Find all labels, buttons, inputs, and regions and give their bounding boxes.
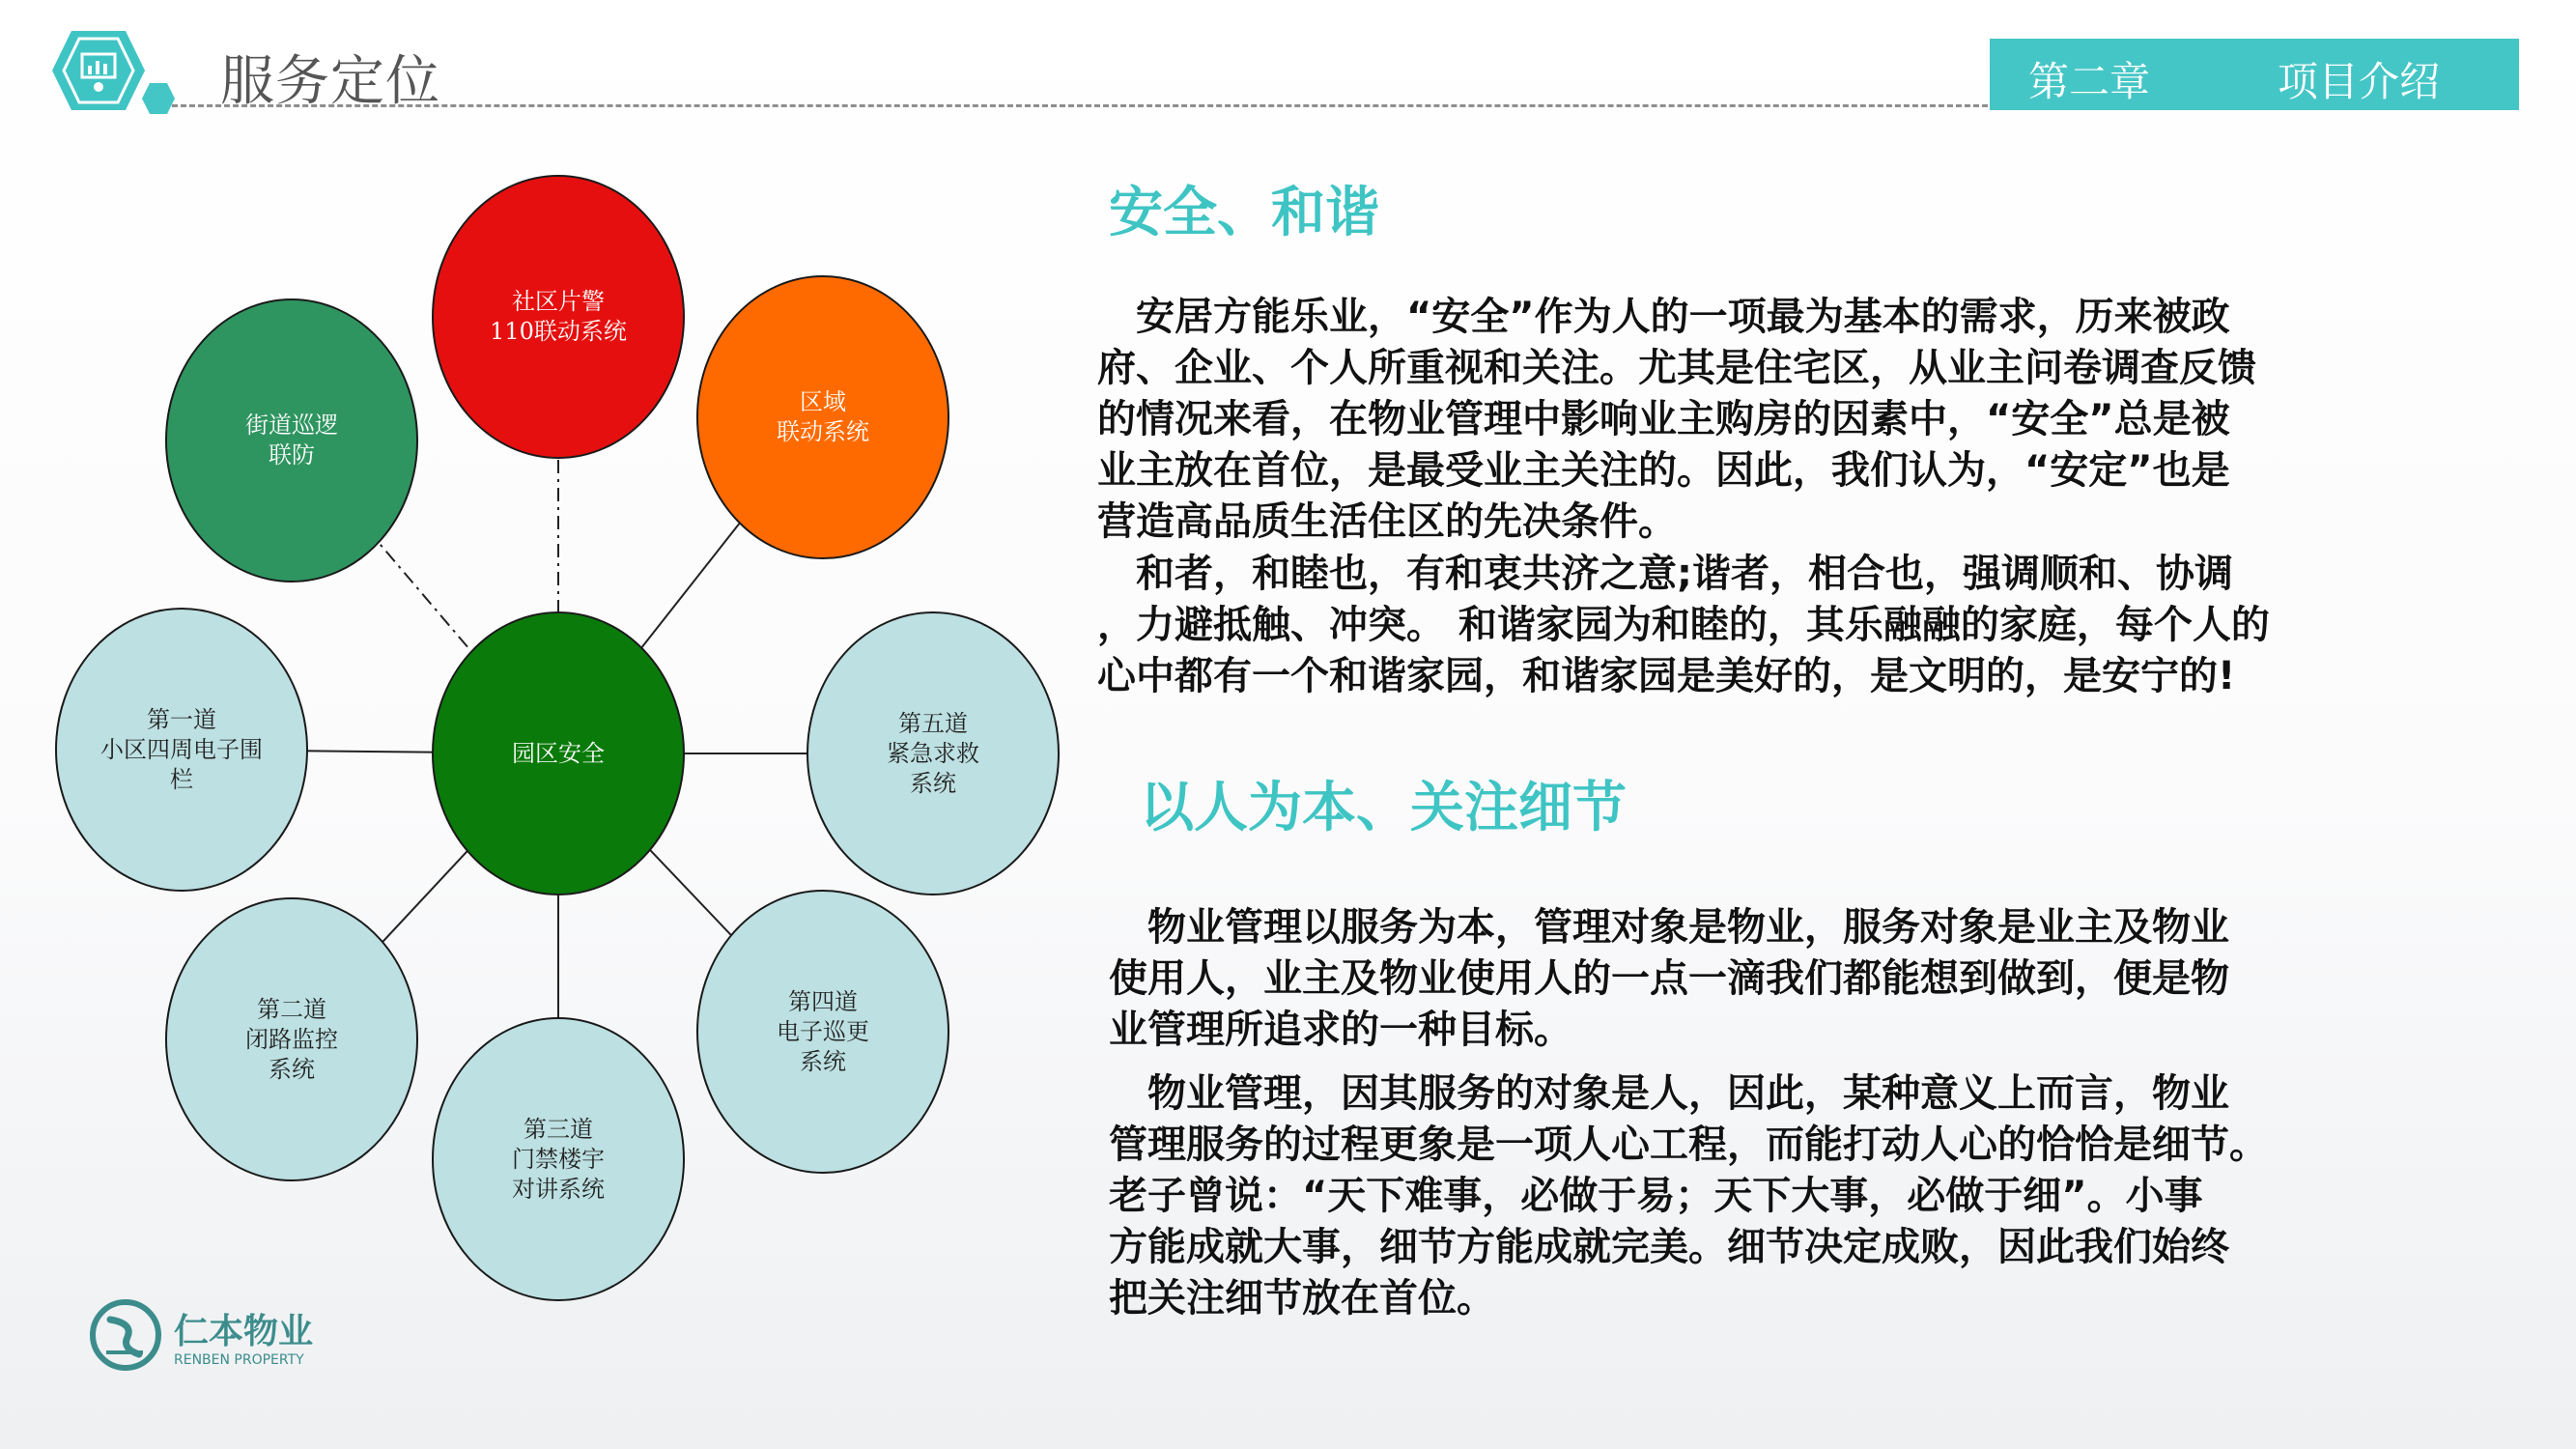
logo-name-en: RENBEN PROPERTY <box>174 1352 304 1368</box>
node-label-line: 110联动系统 <box>490 318 627 345</box>
text-line: 管理服务的过程更象是一项人心工程，而能打动人心的恰恰是细节。 <box>1109 1122 2268 1167</box>
node-label-line: 第三道 <box>524 1115 593 1143</box>
node-label-line: 对讲系统 <box>512 1175 605 1203</box>
text-line: 物业管理以服务为本，管理对象是物业，服务对象是业主及物业 <box>1109 905 2229 950</box>
node-label-line: 系统 <box>269 1055 315 1083</box>
page-title: 服务定位 <box>220 50 440 113</box>
node-label-line: 社区片警 <box>512 288 605 315</box>
node-label-line: 门禁楼宇 <box>512 1145 605 1173</box>
node-label-line: 电子巡更 <box>777 1017 869 1045</box>
chapter-label: 第二章 <box>2028 58 2151 105</box>
text-line: 老子曾说：“天下难事，必做于易；天下大事，必做于细”。小事 <box>1109 1174 2203 1218</box>
section1-paragraph1 <box>1097 292 2256 548</box>
section2-paragraph1 <box>1109 902 2229 1056</box>
logo-name-cn: 仁本物业 <box>174 1312 314 1351</box>
section2-heading: 以人为本、关注细节 <box>1140 777 1627 839</box>
node-label-fourth <box>707 987 939 1077</box>
section-label: 项目介绍 <box>2278 58 2441 105</box>
section1-paragraph2 <box>1097 549 2270 702</box>
section1-heading: 安全、和谐 <box>1109 182 1379 244</box>
text-line: 心中都有一个和谐家园，和谐家园是美好的，是文明的，是安宁的! <box>1097 654 2236 698</box>
text-line: 府、企业、个人所重视和关注。尤其是住宅区，从业主问卷调查反馈 <box>1097 346 2256 390</box>
security-diagram <box>0 0 1101 1449</box>
node-label-center <box>442 739 674 769</box>
node-label-line: 区域 <box>800 388 846 415</box>
text-line: 业管理所追求的一种目标。 <box>1109 1008 1572 1052</box>
node-label-fifth <box>817 709 1049 799</box>
text-line: 把关注细节放在首位。 <box>1109 1276 1495 1321</box>
node-label-line: 园区安全 <box>512 739 605 767</box>
chapter-badge <box>1990 39 2519 110</box>
node-label-line: 系统 <box>800 1047 846 1075</box>
text-line: 营造高品质生活住区的先决条件。 <box>1097 499 1677 544</box>
company-logo <box>89 1298 321 1385</box>
node-label-line: 街道巡逻 <box>245 412 338 439</box>
node-label-third <box>442 1115 674 1205</box>
node-label-police <box>442 287 674 347</box>
text-line: 使用人，业主及物业使用人的一点一滴我们都能想到做到，便是物 <box>1109 956 2229 1001</box>
node-label-first <box>66 705 297 795</box>
node-label-line: 栏 <box>170 765 193 793</box>
text-line: 业主放在首位，是最受业主关注的。因此，我们认为，“安定”也是 <box>1097 448 2230 493</box>
node-label-line: 第二道 <box>257 995 326 1023</box>
text-line: 物业管理，因其服务的对象是人，因此，某种意义上而言，物业 <box>1109 1071 2229 1116</box>
node-label-line: 紧急求救 <box>887 739 979 767</box>
node-label-line: 第一道 <box>147 705 216 733</box>
node-label-line: 闭路监控 <box>245 1025 338 1053</box>
node-label-second <box>176 995 408 1085</box>
node-label-line: 联动系统 <box>777 418 869 445</box>
text-line: 和者，和睦也，有和衷共济之意;谐者，相合也，强调顺和、协调 <box>1097 552 2233 596</box>
node-label-regional <box>707 387 939 447</box>
text-line: 安居方能乐业，“安全”作为人的一项最为基本的需求，历来被政 <box>1097 295 2230 339</box>
node-label-patrol <box>176 411 408 470</box>
node-label-line: 系统 <box>910 769 956 797</box>
node-label-line: 小区四周电子围 <box>100 735 263 763</box>
text-line: 方能成就大事，细节方能成就完美。细节决定成败，因此我们始终 <box>1109 1225 2229 1269</box>
text-line: ，力避抵触、冲突。 和谐家园为和睦的，其乐融融的家庭，每个人的 <box>1097 603 2270 647</box>
node-label-line: 第五道 <box>898 709 968 737</box>
logo-emblem-icon <box>89 1298 162 1372</box>
text-line: 的情况来看，在物业管理中影响业主购房的因素中，“安全”总是被 <box>1097 397 2230 441</box>
section2-paragraph2 <box>1109 1068 2268 1324</box>
node-label-line: 第四道 <box>788 987 858 1015</box>
node-label-line: 联防 <box>269 441 315 469</box>
